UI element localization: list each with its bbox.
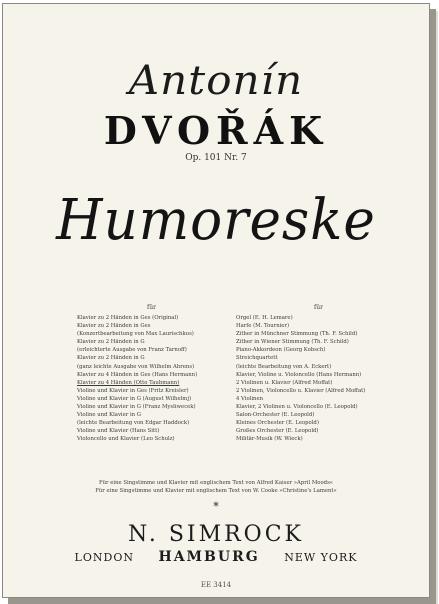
edition-item: Klavier zu 4 Händen (Otto Taubmann) xyxy=(77,379,180,386)
edition-item: 2 Violinen, Violoncello u. Klavier (Alfred Moffat) xyxy=(236,387,366,394)
edition-item: Orgel (E. H. Lemare) xyxy=(236,315,293,321)
opus-number: Op. 101 Nr. 7 xyxy=(185,153,247,163)
edition-item: Klavier zu 2 Händen in Ges (Original) xyxy=(77,315,179,321)
composer-first-name: Antonín xyxy=(128,58,304,104)
edition-item: Zither in Wiener Stimmung (Th. F. Schild) xyxy=(236,339,349,346)
composer-last-name: DVOŘÁK xyxy=(103,108,329,153)
work-title: Humoreske xyxy=(56,188,376,253)
edition-item: Salon-Orchester (E. Leopold) xyxy=(236,412,315,419)
edition-item: Zither in Münchner Stimmung (Th. F. Schild) xyxy=(236,331,358,338)
city-center: HAMBURG xyxy=(158,549,260,565)
edition-item: (ganz leichte Ausgabe von Wilhelm Ahrens) xyxy=(77,363,195,370)
edition-item: Violine und Klavier (Hans Sitt) xyxy=(77,428,160,435)
edition-item: Klavier, 2 Violinen u. Violoncello (E. Leopold) xyxy=(236,404,358,411)
publisher-cities xyxy=(3,549,429,565)
city-right: NEW YORK xyxy=(284,551,358,564)
edition-item: (leichte Bearbeitung von A. Eckert) xyxy=(236,363,332,370)
voice-edition-note: Für eine Singstimme und Klavier mit englischem Text von Alfred Kaiser »April Moods« xyxy=(98,480,334,486)
left-column-header: für xyxy=(147,304,156,311)
edition-item: Klavier zu 4 Händen in Ges (Hans Hermann) xyxy=(77,371,198,378)
publisher-name: N. SIMROCK xyxy=(128,522,304,547)
score-cover xyxy=(2,3,430,598)
edition-item: Violine und Klavier in Ges (Fritz Kreisler) xyxy=(77,387,189,394)
edition-item: Streichquartett xyxy=(236,355,278,362)
edition-item: Violine und Klavier in G (Franz Mysliwecek) xyxy=(77,404,196,411)
edition-item: (erleichterte Ausgabe von Franz Tarnoff) xyxy=(77,347,187,354)
edition-item: Violine und Klavier in G xyxy=(77,412,141,419)
edition-item: Kleines Orchester (E. Leopold) xyxy=(236,420,319,427)
edition-item: Violoncello und Klavier (Leo Schulz) xyxy=(77,436,175,443)
edition-item: (leichte Bearbeitung von Edgar Haddock) xyxy=(77,420,190,427)
edition-item: Klavier, Violine u. Violoncello (Hans Hermann) xyxy=(236,371,362,378)
edition-item: (Konzertbearbeitung von Max Laurischkus) xyxy=(77,331,194,338)
city-left: LONDON xyxy=(74,551,134,564)
right-edition-list xyxy=(236,314,365,444)
right-column-header: für xyxy=(314,304,323,311)
plate-number: EE 3414 xyxy=(200,581,232,589)
edition-item: Klavier zu 2 Händen in G xyxy=(77,355,145,362)
edition-item: Klavier zu 2 Händen in G xyxy=(77,339,145,346)
edition-item: Piano-Akkordeon (Georg Kobsch) xyxy=(236,347,326,354)
voice-edition-note: Für eine Singstimme und Klavier mit englischem Text von W. Cooke »Christine's Lament« xyxy=(95,488,337,494)
edition-item: Harfe (M. Tournier) xyxy=(236,323,290,330)
separator-star: * xyxy=(213,500,219,513)
edition-item: Großes Orchester (E. Leopold) xyxy=(236,428,319,435)
edition-item: Militär-Musik (W. Wieck) xyxy=(236,436,303,443)
edition-item: Klavier zu 2 Händen in Ges xyxy=(77,323,151,330)
left-edition-list xyxy=(77,314,197,444)
edition-item: Violine und Klavier in G (August Wilhelmj) xyxy=(77,395,192,402)
edition-item: 2 Violinen u. Klavier (Alfred Moffat) xyxy=(236,379,333,386)
edition-item: 4 Violinen xyxy=(236,395,264,402)
